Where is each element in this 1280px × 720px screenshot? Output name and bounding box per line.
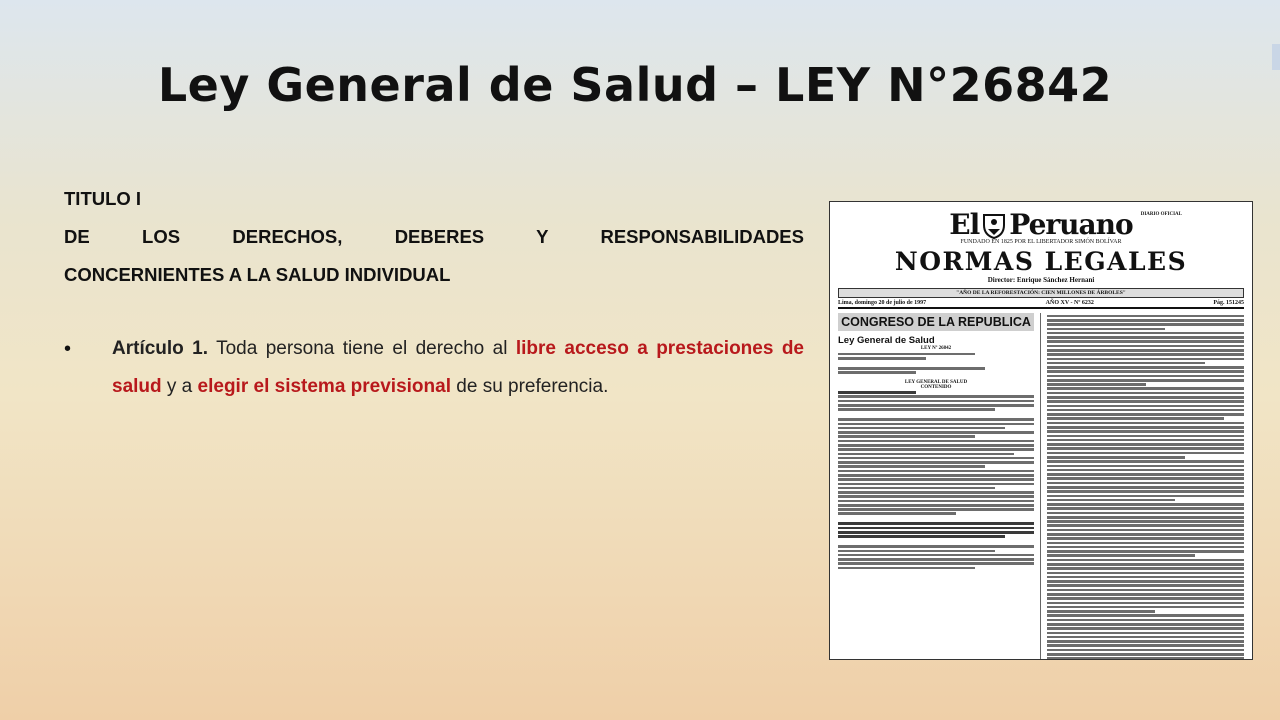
newspaper-text-line — [838, 554, 1034, 557]
newspaper-text-line — [1047, 653, 1244, 656]
newspaper-text-line — [1047, 580, 1244, 583]
newspaper-text-line — [838, 367, 985, 370]
newspaper-text-line — [1047, 332, 1244, 335]
newspaper-text-line — [1047, 524, 1244, 527]
newspaper-text-line — [1047, 443, 1244, 446]
newspaper-text-line — [1047, 422, 1244, 425]
newspaper-text-line — [838, 562, 1034, 565]
newspaper-diario: DIARIO OFICIAL — [1140, 212, 1182, 217]
newspaper-text-line — [838, 535, 1005, 538]
newspaper-text-line — [838, 440, 1034, 443]
newspaper-text-line — [838, 427, 1005, 430]
newspaper-text-line — [1047, 490, 1244, 493]
newspaper-text-line — [1047, 426, 1244, 429]
newspaper-text-line — [1047, 597, 1244, 600]
newspaper-text-line — [838, 512, 956, 515]
newspaper-columns — [838, 313, 1244, 660]
newspaper-text-line — [1047, 340, 1244, 343]
slide-title: Ley General de Salud – LEY N°26842 — [157, 58, 1113, 112]
newspaper-text-line — [1047, 520, 1244, 523]
newspaper-left-column — [838, 313, 1041, 660]
newspaper-text-line — [1047, 469, 1244, 472]
newspaper-text-line — [838, 567, 975, 570]
newspaper-text-line — [1047, 503, 1244, 506]
heading-line-3: CONCERNIENTES A LA SALUD INDIVIDUAL — [64, 264, 451, 285]
newspaper-text-line — [1047, 319, 1244, 322]
newspaper-text-line — [1047, 572, 1244, 575]
newspaper-text-line — [1047, 623, 1244, 626]
newspaper-contenido: CONTENIDO — [920, 384, 952, 390]
heading-line-2: DE LOS DERECHOS, DEBERES Y RESPONSABILIDADES — [64, 226, 804, 247]
newspaper-text-line — [1047, 400, 1244, 403]
newspaper-text-line — [1047, 417, 1224, 420]
newspaper-text-line — [1047, 640, 1244, 643]
newspaper-law-number: LEY Nº 26842 — [920, 346, 952, 351]
newspaper-text-line — [838, 418, 1034, 421]
newspaper-spacer — [838, 517, 1034, 521]
newspaper-text-line — [1047, 349, 1244, 352]
newspaper-text-line — [1047, 370, 1244, 373]
newspaper-masthead — [838, 208, 1244, 241]
newspaper-text-line — [838, 391, 916, 394]
dateline-mid: AÑO XV - Nº 6232 — [1045, 300, 1094, 306]
newspaper-text-line — [838, 483, 1034, 486]
masthead-right: Peruano — [1009, 208, 1133, 241]
newspaper-fundado: FUNDADO EN 1825 POR EL LIBERTADOR SIMÓN BOLÍVAR — [960, 239, 1122, 245]
newspaper-text-line — [1047, 576, 1244, 579]
newspaper-text-line — [1047, 567, 1244, 570]
newspaper-text-line — [1047, 632, 1244, 635]
newspaper-spacer — [838, 540, 1034, 544]
newspaper-text-line — [838, 522, 1034, 525]
newspaper-text-line — [1047, 614, 1244, 617]
newspaper-text-line — [1047, 559, 1244, 562]
newspaper-text-line — [1047, 430, 1244, 433]
newspaper-law-general: LEY GENERAL DE SALUD — [904, 379, 968, 385]
newspaper-text-line — [838, 371, 916, 374]
newspaper-text-line — [838, 408, 995, 411]
newspaper-text-line — [1047, 619, 1244, 622]
newspaper-dateline — [838, 300, 1244, 309]
newspaper-text-line — [1047, 456, 1185, 459]
newspaper-text-line — [838, 357, 926, 360]
newspaper-text-line — [1047, 593, 1244, 596]
newspaper-text-line — [838, 504, 1034, 507]
newspaper-text-line — [1047, 627, 1244, 630]
newspaper-text-line — [1047, 584, 1244, 587]
dateline-left: Lima, domingo 20 de julio de 1997 — [838, 300, 927, 306]
newspaper-text-line — [1047, 435, 1244, 438]
article-text-a: Toda persona tiene el derecho al — [208, 338, 516, 359]
newspaper-text-line — [1047, 452, 1244, 455]
newspaper-text-line — [1047, 550, 1244, 553]
newspaper-text-line — [838, 423, 1034, 426]
bullet-icon: • — [64, 338, 72, 360]
newspaper-text-line — [1047, 409, 1244, 412]
newspaper-text-line — [1047, 482, 1244, 485]
dateline-right: Pág. 151245 — [1213, 300, 1244, 306]
newspaper-text-line — [838, 470, 1034, 473]
newspaper-text-line — [1047, 533, 1244, 536]
article-text-b: y a — [161, 376, 198, 397]
article-bullet — [64, 330, 804, 406]
newspaper-text-line — [1047, 405, 1244, 408]
article-label: Artículo 1. — [112, 338, 209, 359]
newspaper-text-line — [838, 444, 1034, 447]
newspaper-text-line — [1047, 589, 1244, 592]
newspaper-text-line — [1047, 328, 1165, 331]
newspaper-text-line — [1047, 383, 1146, 386]
newspaper-text-line — [1047, 507, 1244, 510]
newspaper-congreso: CONGRESO DE LA REPUBLICA — [838, 313, 1034, 331]
newspaper-text-line — [1047, 649, 1244, 652]
newspaper-law-title: Ley General de Salud — [838, 335, 935, 346]
newspaper-text-line — [838, 453, 1014, 456]
coat-of-arms-icon — [981, 211, 1007, 239]
newspaper-text-line — [1047, 537, 1244, 540]
newspaper-text-line — [1047, 477, 1244, 480]
newspaper-text-line — [1047, 512, 1244, 515]
article-text-c: de su preferencia. — [451, 376, 609, 397]
highlight-libre-acceso: libre acceso a prestaciones de salud — [112, 338, 804, 397]
newspaper-text-line — [1047, 460, 1244, 463]
newspaper-text-line — [1047, 546, 1244, 549]
newspaper-text-line — [838, 461, 1034, 464]
newspaper-text-line — [1047, 375, 1244, 378]
newspaper-motto: "AÑO DE LA REFORESTACIÓN: CIEN MILLONES DE ÁRBOLES" — [838, 288, 1244, 298]
newspaper-text-line — [838, 465, 985, 468]
newspaper-text-line — [1047, 602, 1244, 605]
highlight-sistema-previsional: elegir el sistema previsional — [197, 376, 451, 397]
newspaper-text-line — [1047, 465, 1244, 468]
newspaper-spacer — [838, 361, 1034, 365]
newspaper-text-line — [838, 395, 1034, 398]
newspaper-text-line — [838, 527, 1034, 530]
newspaper-text-line — [1047, 499, 1175, 502]
newspaper-text-line — [838, 457, 1034, 460]
newspaper-director: Director: Enrique Sánchez Hernani — [987, 276, 1095, 284]
heading-line-1: TITULO I — [64, 188, 142, 209]
newspaper-text-line — [838, 558, 1034, 561]
newspaper-text-line — [838, 448, 1034, 451]
newspaper-text-line — [1047, 447, 1244, 450]
newspaper-text-line — [1047, 366, 1244, 369]
newspaper-text-line — [1047, 657, 1244, 660]
newspaper-text-line — [1047, 345, 1244, 348]
newspaper-text-line — [838, 487, 995, 490]
newspaper-text-line — [838, 508, 1034, 511]
newspaper-text-line — [1047, 529, 1244, 532]
newspaper-text-line — [1047, 563, 1244, 566]
masthead-left: El — [949, 208, 980, 241]
newspaper-text-line — [1047, 486, 1244, 489]
newspaper-text-line — [838, 431, 1034, 434]
newspaper-text-line — [1047, 542, 1244, 545]
article-text — [112, 330, 804, 406]
newspaper-text-line — [1047, 606, 1244, 609]
newspaper-text-line — [1047, 387, 1244, 390]
newspaper-text-line — [838, 550, 995, 553]
newspaper-image — [829, 201, 1253, 660]
newspaper-text-line — [1047, 516, 1244, 519]
newspaper-text-line — [1047, 554, 1195, 557]
newspaper-right-column — [1041, 313, 1244, 660]
newspaper-text-line — [1047, 323, 1244, 326]
newspaper-text-line — [838, 404, 1034, 407]
newspaper-text-line — [1047, 644, 1244, 647]
newspaper-text-line — [838, 353, 975, 356]
newspaper-text-line — [838, 474, 1034, 477]
newspaper-text-line — [838, 478, 1034, 481]
newspaper-text-line — [1047, 358, 1244, 361]
newspaper-text-line — [838, 500, 1034, 503]
newspaper-text-line — [1047, 413, 1244, 416]
heading-block — [64, 180, 804, 294]
newspaper-text-line — [1047, 396, 1244, 399]
newspaper-text-line — [1047, 636, 1244, 639]
newspaper-section: NORMAS LEGALES — [894, 247, 1188, 276]
newspaper-text-line — [1047, 473, 1244, 476]
newspaper-text-line — [1047, 362, 1205, 365]
newspaper-text-line — [838, 400, 1034, 403]
newspaper-text-line — [838, 545, 1034, 548]
newspaper-spacer — [838, 413, 1034, 417]
newspaper-text-line — [1047, 315, 1244, 318]
newspaper-text-line — [1047, 439, 1244, 442]
newspaper-text-line — [1047, 353, 1244, 356]
newspaper-text-line — [838, 495, 1034, 498]
newspaper-text-line — [1047, 610, 1155, 613]
newspaper-text-line — [838, 531, 1034, 534]
newspaper-text-line — [1047, 336, 1244, 339]
newspaper-text-line — [838, 435, 975, 438]
corner-tab — [1272, 44, 1280, 70]
newspaper-text-line — [1047, 495, 1244, 498]
newspaper-text-line — [838, 491, 1034, 494]
newspaper-text-line — [1047, 379, 1244, 382]
newspaper-text-line — [1047, 392, 1244, 395]
